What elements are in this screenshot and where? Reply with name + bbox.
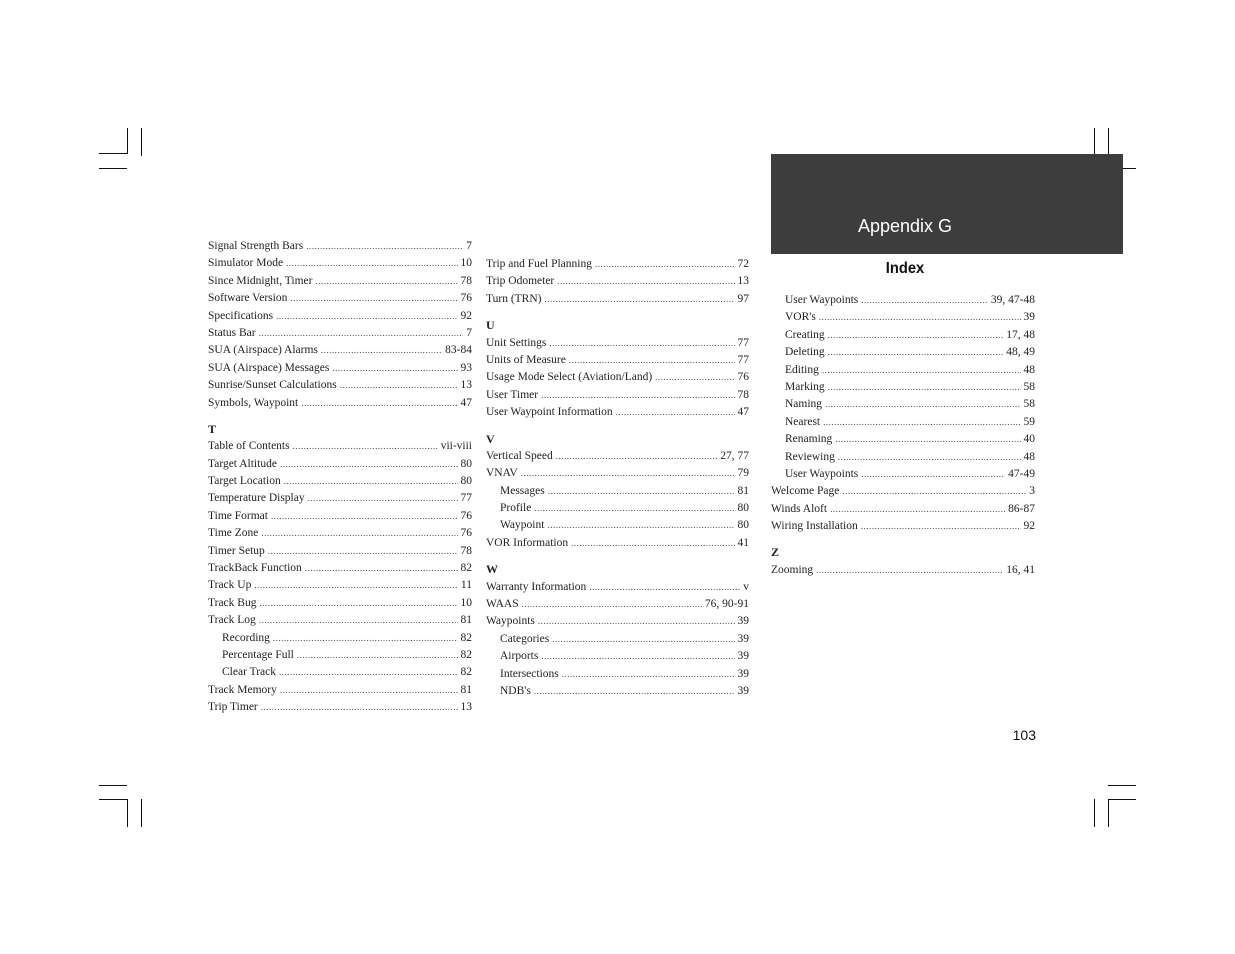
dot-leader [861,292,988,309]
index-subentry [208,647,472,664]
dot-leader [830,501,1005,518]
dot-leader [261,525,457,542]
index-term: Editing [785,363,819,376]
index-page-refs: 80 [460,475,472,488]
index-page-refs: 86-87 [1008,502,1035,515]
index-subentry [771,466,1035,483]
index-entry [486,465,749,482]
index-page-refs: v [743,580,749,593]
crop-mark [141,128,142,156]
index-page-refs: 48 [1023,450,1035,463]
dot-leader [549,335,734,352]
index-entry [208,395,472,412]
index-page-refs: 82 [460,666,472,679]
dot-leader [332,360,457,377]
index-term: Specifications [208,309,274,322]
index-page-refs: 78 [737,388,749,401]
dot-leader [828,379,1021,396]
index-subentry [486,517,749,534]
index-term: Track Bug [208,596,257,609]
index-term: User Waypoints [785,467,859,480]
index-page-refs: 81 [737,484,749,497]
index-page-refs: 39 [737,615,749,628]
index-term: Waypoints [486,615,535,628]
index-page-refs: 58 [1023,398,1035,411]
index-letter-heading: T [208,421,217,436]
index-page-refs: 39 [737,684,749,697]
index-page-refs: 16, 41 [1006,563,1035,576]
index-page-refs: 76, 90-91 [704,598,749,611]
index-page-refs: 39, 47-48 [990,294,1035,306]
index-page-refs: 11 [460,579,472,592]
dot-leader [305,560,458,577]
dot-leader [595,256,735,273]
index-page-refs: 27, 77 [720,449,749,462]
index-page-refs: 80 [460,457,472,470]
index-entry [208,290,472,307]
dot-leader [259,612,458,629]
index-term: Trip Timer [208,701,258,714]
index-entry [771,501,1035,518]
index-subentry [771,379,1035,396]
index-term: NDB's [500,684,531,697]
dot-leader [308,490,458,507]
index-page-refs: 7 [466,326,472,339]
index-page-refs: 48, 49 [1006,346,1035,359]
index-subentry [771,431,1035,448]
index-page-refs: 72 [737,258,749,270]
index-entry [486,335,749,352]
index-entry [208,255,472,272]
dot-leader [286,255,457,272]
index-entry [486,596,749,613]
index-term: Wiring Installation [771,520,858,533]
dot-leader [541,648,734,665]
index-page-refs: 77 [737,353,749,366]
index-page-refs: 40 [1023,433,1035,446]
index-term: Time Format [208,509,268,522]
index-entry [486,256,749,273]
index-page-refs: 58 [1023,380,1035,393]
index-subentry [771,309,1035,326]
index-page-refs: 82 [460,562,472,575]
index-page-refs: 81 [460,683,472,696]
index-page-refs: 39 [737,632,749,645]
index-entry [208,699,472,716]
dot-leader [268,543,458,560]
index-term: Target Location [208,475,281,488]
index-letter-heading: Z [771,545,780,560]
index-page-refs: 76 [460,292,472,305]
dot-leader [569,352,735,369]
index-term: Software Version [208,292,288,305]
index-term: SUA (Airspace) Alarms [208,344,318,357]
index-subentry [771,344,1035,361]
dot-leader [562,666,735,683]
index-entry [771,518,1035,535]
index-term: Reviewing [785,450,835,463]
index-page-refs: 39 [1023,311,1035,324]
index-page-refs: 59 [1023,415,1035,428]
index-term: VNAV [486,467,518,480]
index-entry [208,560,472,577]
index-subentry [486,500,749,517]
dot-leader [825,396,1020,413]
index-term: Sunrise/Sunset Calculations [208,379,337,392]
index-page-refs: 77 [737,336,749,349]
index-entry [486,273,749,290]
crop-mark [1108,799,1109,827]
index-entry [486,352,749,369]
index-term: Intersections [500,667,559,680]
index-subentry [771,362,1035,379]
index-entry [208,308,472,325]
index-term: Messages [500,484,545,497]
index-term: Track Memory [208,683,277,696]
index-entry [208,682,472,699]
index-subentry [771,449,1035,466]
dot-leader [822,362,1021,379]
index-page-refs: 79 [737,467,749,480]
index-page-refs: 47-49 [1008,467,1035,480]
index-entry [208,438,472,455]
dot-leader [534,500,734,517]
index-subentry [486,666,749,683]
index-page-refs: 82 [460,648,472,661]
index-page-refs: 41 [737,536,749,549]
dot-leader [261,699,458,716]
index-entry [208,325,472,342]
index-entry [771,483,1035,500]
index-page-refs: 76 [737,371,749,384]
dot-leader [301,395,457,412]
index-term: Renaming [785,433,833,446]
index-letter-heading: W [486,562,498,577]
dot-leader [835,431,1020,448]
dot-leader [541,387,734,404]
index-page-refs: vii-viii [440,440,472,453]
index-term: Waypoint [500,519,545,532]
crop-mark [99,785,127,786]
index-subentry [486,683,749,700]
index-subentry [208,630,472,647]
index-term: Deleting [785,346,825,359]
index-entry [208,595,472,612]
index-entry [208,490,472,507]
index-entry [486,535,749,552]
index-subentry [771,396,1035,413]
index-term: Welcome Page [771,485,840,498]
index-page-refs: 39 [737,650,749,663]
index-term: Timer Setup [208,544,265,557]
dot-leader [340,377,458,394]
index-term: Percentage Full [222,648,294,661]
index-term: Track Log [208,614,256,627]
index-entry [771,562,1035,579]
index-subentry [486,631,749,648]
index-entry [486,613,749,630]
index-term: Units of Measure [486,353,566,366]
index-term: Temperature Display [208,492,305,505]
index-subentry [208,664,472,681]
index-page-refs: 39 [737,667,749,680]
dot-leader [571,535,734,552]
crop-mark [127,799,128,827]
dot-leader [838,449,1021,466]
dot-leader [271,508,458,525]
index-column-2 [486,256,749,700]
index-term: Status Bar [208,326,256,339]
page-number: 103 [1012,727,1036,743]
dot-leader [293,438,438,455]
index-term: Naming [785,398,823,411]
index-letter-heading: V [486,431,495,446]
index-term: Vertical Speed [486,449,553,462]
index-page-refs: 13 [737,275,749,288]
index-term: Signal Strength Bars [208,240,304,252]
dot-leader [522,596,702,613]
index-column-3 [771,292,1035,579]
index-page-refs: 47 [460,396,472,409]
dot-leader [616,404,735,421]
index-term: Zooming [771,563,814,576]
index-page-refs: 48 [1023,363,1035,376]
crop-mark [1108,785,1136,786]
index-page-refs: 92 [460,309,472,322]
index-term: Trip Odometer [486,275,555,288]
dot-leader [816,562,1003,579]
crop-mark [99,153,127,154]
index-term: VOR Information [486,536,569,549]
index-term: Categories [500,632,550,645]
dot-leader [557,273,734,290]
index-entry [486,369,749,386]
index-term: Creating [785,328,825,341]
index-subentry [486,648,749,665]
index-entry [208,342,472,359]
dot-leader [259,325,464,342]
index-entry [208,612,472,629]
index-term: Simulator Mode [208,257,284,270]
index-term: Turn (TRN) [486,292,542,305]
index-entry [486,404,749,421]
dot-leader [273,630,458,647]
crop-mark [127,128,128,154]
dot-leader [284,473,458,490]
index-term: Target Altitude [208,457,277,470]
index-entry [208,508,472,525]
index-term: Table of Contents [208,440,290,453]
index-entry [208,238,472,255]
dot-leader [556,448,718,465]
index-entry [486,579,749,596]
index-page-refs: 3 [1029,485,1035,498]
index-term: Marking [785,380,825,393]
index-term: Symbols, Waypoint [208,396,299,409]
index-page-refs: 80 [737,502,749,515]
index-page-refs: 17, 48 [1006,328,1035,341]
dot-leader [828,327,1004,344]
crop-mark [1108,128,1109,154]
dot-leader [321,342,442,359]
dot-leader [842,483,1026,500]
index-page-refs: 82 [460,631,472,644]
dot-leader [276,308,457,325]
index-term: Unit Settings [486,336,547,349]
dot-leader [259,595,457,612]
index-term: Usage Mode Select (Aviation/Land) [486,371,653,384]
index-term: SUA (Airspace) Messages [208,361,330,374]
index-letter-heading: U [486,318,495,333]
index-term: Nearest [785,415,821,428]
index-term: Clear Track [222,666,276,679]
index-entry [208,543,472,560]
index-term: User Waypoints [785,294,859,306]
dot-leader [819,309,1021,326]
crop-mark [141,799,142,827]
index-page-refs: 13 [460,701,472,714]
dot-leader [823,414,1020,431]
index-term: Airports [500,650,539,663]
index-term: Since Midnight, Timer [208,274,313,287]
index-entry [208,377,472,394]
index-entry [208,273,472,290]
index-page-refs: 80 [737,519,749,532]
crop-mark [99,168,127,169]
crop-mark [1094,128,1095,156]
index-term: Warranty Information [486,580,587,593]
index-page-refs: 10 [460,257,472,270]
index-page-refs: 93 [460,361,472,374]
index-column-1 [208,238,472,717]
dot-leader [861,518,1021,535]
index-entry [208,525,472,542]
index-term: Time Zone [208,527,259,540]
index-subentry [771,414,1035,431]
index-term: WAAS [486,598,519,611]
index-page-refs: 97 [737,292,749,305]
index-term: Recording [222,631,270,644]
dot-leader [534,683,735,700]
index-page-refs: 92 [1023,520,1035,533]
dot-leader [544,291,734,308]
index-page-refs: 7 [466,240,472,252]
index-subentry [486,483,749,500]
index-entry [208,473,472,490]
dot-leader [521,465,735,482]
crop-mark [99,799,127,800]
dot-leader [655,369,734,386]
dot-leader [589,579,740,596]
dot-leader [306,238,463,255]
index-entry [486,448,749,465]
index-term: Winds Aloft [771,502,828,515]
index-page-refs: 76 [460,527,472,540]
index-term: Profile [500,502,532,515]
dot-leader [547,517,734,534]
dot-leader [280,682,458,699]
dot-leader [297,647,458,664]
crop-mark [1094,799,1095,827]
dot-leader [280,456,458,473]
dot-leader [861,466,1005,483]
index-term: User Timer [486,388,539,401]
index-entry [486,291,749,308]
index-page-refs: 78 [460,274,472,287]
dot-leader [552,631,734,648]
index-entry [208,577,472,594]
dot-leader [828,344,1004,361]
index-term: VOR's [785,311,816,324]
index-page-refs: 76 [460,509,472,522]
index-entry [208,456,472,473]
index-subentry [771,292,1035,309]
dot-leader [290,290,457,307]
dot-leader [315,273,457,290]
index-page-refs: 81 [460,614,472,627]
index-entry [486,387,749,404]
crop-mark [1108,799,1136,800]
dot-leader [538,613,735,630]
index-subentry [771,327,1035,344]
index-term: User Waypoint Information [486,406,613,419]
index-page-refs: 83-84 [445,344,472,357]
dot-leader [254,577,458,594]
index-page-refs: 78 [460,544,472,557]
index-entry [208,360,472,377]
index-page-refs: 13 [460,379,472,392]
index-term: TrackBack Function [208,562,302,575]
dot-leader [279,664,458,681]
dot-leader [548,483,735,500]
index-page-refs: 77 [460,492,472,505]
index-term: Trip and Fuel Planning [486,258,592,270]
index-page-refs: 47 [737,406,749,419]
index-term: Track Up [208,579,252,592]
appendix-tab [771,154,1123,254]
index-page-refs: 10 [460,596,472,609]
appendix-title: Appendix G [857,216,953,236]
section-title: Index [885,260,925,277]
